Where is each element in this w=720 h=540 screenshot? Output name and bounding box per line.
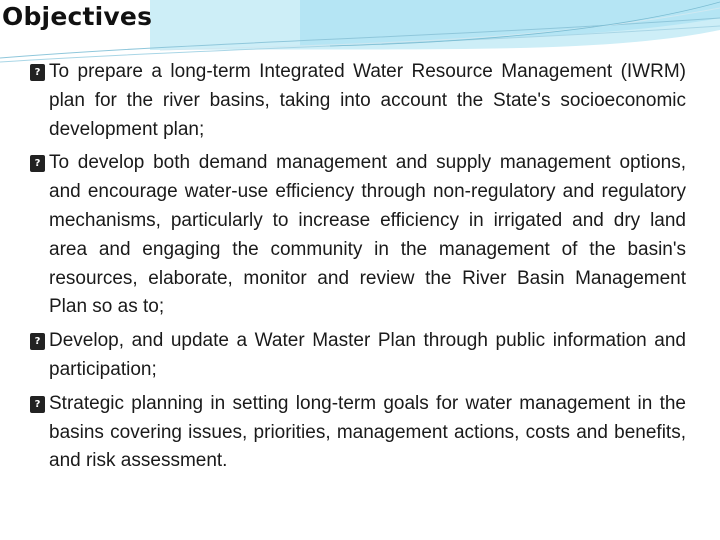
bullet-marker-icon: ? <box>30 333 45 350</box>
objective-item <box>30 390 686 476</box>
objective-text: To prepare a long-term Integrated Water Resource Management (IWRM) plan for the river basins, taking into account the State's socioeconomic development plan; <box>49 61 686 140</box>
objective-item <box>30 58 686 144</box>
objective-text: Strategic planning in setting long-term goals for water management in the basins covering issues, priorities, management actions, costs and benefits, and risk assessment. <box>49 392 686 472</box>
slide-title: Objectives <box>2 2 153 31</box>
objective-text: To develop both demand management and supply management options, and encourage water-use efficiency through non-regulatory and regulatory mechanisms, particularly to increase efficiency in irrigated and dry land area and engaging the community in the management of the basin's resources, elaborate, monitor and review the River Basin Management Plan so as to; <box>49 152 686 318</box>
bullet-marker-icon: ? <box>30 64 45 81</box>
objective-item <box>30 149 686 322</box>
objectives-list <box>30 58 686 481</box>
objective-item <box>30 327 686 385</box>
bullet-marker-icon: ? <box>30 155 45 172</box>
objective-text: Develop, and update a Water Master Plan through public information and participation; <box>49 330 686 380</box>
bullet-marker-icon: ? <box>30 396 45 413</box>
